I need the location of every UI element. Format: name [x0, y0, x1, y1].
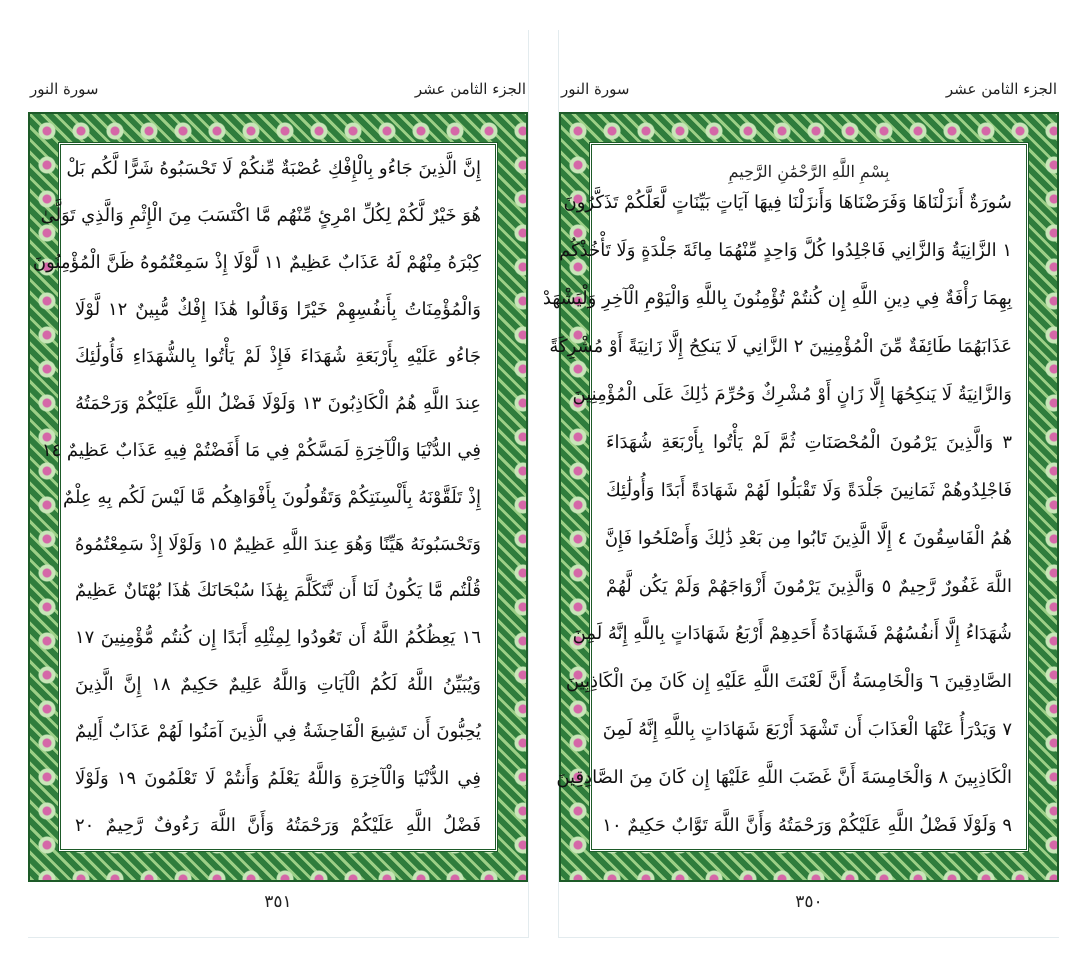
- verse-line: شُهَدَاءُ إِلَّا أَنفُسُهُمْ فَشَهَادَةُ أَحَدِهِمْ أَرْبَعُ شَهَادَاتٍ بِاللَّهِ إِنَّهُ لَمِنَ: [572, 623, 1012, 645]
- verse-line: فِي الدُّنْيَا وَالْآخِرَةِ وَاللَّهُ يَعْلَمُ وَأَنتُمْ لَا تَعْلَمُونَ ١٩ وَلَوْلَا: [75, 768, 481, 790]
- verse-line: ٣ وَالَّذِينَ يَرْمُونَ الْمُحْصَنَاتِ ثُمَّ لَمْ يَأْتُوا بِأَرْبَعَةِ شُهَدَاءَ: [606, 431, 1012, 453]
- page-number: ٣٥١: [264, 892, 292, 912]
- page-header: [561, 72, 1057, 98]
- ornamental-border: [28, 112, 528, 882]
- verse-line: وَتَحْسَبُونَهُ هَيِّنًا وَهُوَ عِندَ اللَّهِ عَظِيمٌ ١٥ وَلَوْلَا إِذْ سَمِعْتُمُوهُ: [75, 533, 481, 555]
- verse-line: كِبْرَهُ مِنْهُمْ لَهُ عَذَابٌ عَظِيمٌ ١١ لَّوْلَا إِذْ سَمِعْتُمُوهُ ظَنَّ الْمُؤْمِنُونَ: [32, 251, 481, 273]
- page-header: [30, 72, 526, 98]
- ornamental-border: [542, 112, 1059, 882]
- verse-line: عَذَابَهُمَا طَائِفَةٌ مِّنَ الْمُؤْمِنِينَ ٢ الزَّانِي لَا يَنكِحُ إِلَّا زَانِيَةً أَوْ مُشْرِكَةً: [549, 335, 1012, 357]
- basmala: بِسْمِ اللَّهِ الرَّحْمَٰنِ الرَّحِيمِ: [728, 162, 890, 181]
- text-area: [542, 142, 1029, 852]
- verse-line: بِهِمَا رَأْفَةٌ فِي دِينِ اللَّهِ إِن كُنتُمْ تُؤْمِنُونَ بِاللَّهِ وَالْيَوْمِ الْآخِرِ وَلْيَشْهَدْ: [542, 287, 1012, 309]
- verse-lines: [32, 155, 481, 841]
- verse-line: ١ الزَّانِيَةُ وَالزَّانِي فَاجْلِدُوا كُلَّ وَاحِدٍ مِّنْهُمَا مِائَةَ جَلْدَةٍ وَلَا تَأْخُذْكُم: [559, 239, 1012, 261]
- verse-line: فَاجْلِدُوهُمْ ثَمَانِينَ جَلْدَةً وَلَا تَقْبَلُوا لَهُمْ شَهَادَةً أَبَدًا وَأُولَٰئِكَ: [606, 479, 1012, 501]
- verse-line: هُوَ خَيْرٌ لَّكُمْ لِكُلِّ امْرِئٍ مِّنْهُم مَّا اكْتَسَبَ مِنَ الْإِثْمِ وَالَّذِي تَوَلَّىٰ: [40, 204, 481, 226]
- juz-label: الجزء الثامن عشر: [945, 80, 1057, 98]
- verse-line: اللَّهَ غَفُورٌ رَّحِيمٌ ٥ وَالَّذِينَ يَرْمُونَ أَزْوَاجَهُمْ وَلَمْ يَكُن لَّهُمْ: [606, 575, 1012, 597]
- verse-line: ٩ وَلَوْلَا فَضْلُ اللَّهِ عَلَيْكُمْ وَرَحْمَتُهُ وَأَنَّ اللَّهَ تَوَّابٌ حَكِيمٌ ١٠: [602, 815, 1012, 837]
- verse-line: إِذْ تَلَقَّوْنَهُ بِأَلْسِنَتِكُمْ وَتَقُولُونَ بِأَفْوَاهِكُم مَّا لَيْسَ لَكُم بِهِ عِلْمٌ: [62, 486, 481, 508]
- page-number: ٣٥٠: [795, 892, 823, 912]
- text-area: [32, 142, 498, 852]
- verse-line: وَالزَّانِيَةُ لَا يَنكِحُهَا إِلَّا زَانٍ أَوْ مُشْرِكٌ وَحُرِّمَ ذَٰلِكَ عَلَى الْمُؤْمِنِينَ: [572, 383, 1012, 405]
- surah-label: سورة النور: [561, 80, 630, 98]
- verse-line: إِنَّ الَّذِينَ جَاءُو بِالْإِفْكِ عُصْبَةٌ مِّنكُمْ لَا تَحْسَبُوهُ شَرًّا لَّكُم بَلْ: [66, 158, 481, 179]
- verse-line: عِندَ اللَّهِ هُمُ الْكَاذِبُونَ ١٣ وَلَوْلَا فَضْلُ اللَّهِ عَلَيْكُمْ وَرَحْمَتُهُ: [75, 392, 481, 414]
- verse-line: الْكَاذِبِينَ ٨ وَالْخَامِسَةَ أَنَّ غَضَبَ اللَّهِ عَلَيْهَا إِن كَانَ مِنَ الصَّادِقِينَ: [556, 767, 1012, 789]
- right-page: [542, 30, 1059, 938]
- verse-line: جَاءُو عَلَيْهِ بِأَرْبَعَةِ شُهَدَاءَ فَإِذْ لَمْ يَأْتُوا بِالشُّهَدَاءِ فَأُولَٰئِكَ: [75, 345, 481, 367]
- verse-line: وَالْمُؤْمِنَاتُ بِأَنفُسِهِمْ خَيْرًا وَقَالُوا هَٰذَا إِفْكٌ مُّبِينٌ ١٢ لَّوْلَا: [75, 298, 481, 320]
- verse-line: يُحِبُّونَ أَن تَشِيعَ الْفَاحِشَةُ فِي الَّذِينَ آمَنُوا لَهُمْ عَذَابٌ أَلِيمٌ: [75, 721, 481, 743]
- verse-line: فِي الدُّنْيَا وَالْآخِرَةِ لَمَسَّكُمْ فِي مَا أَفَضْتُمْ فِيهِ عَذَابٌ عَظِيمٌ ١٤: [41, 439, 481, 461]
- verse-lines: [542, 189, 1012, 841]
- verse-line: فَضْلُ اللَّهِ عَلَيْكُمْ وَرَحْمَتُهُ وَأَنَّ اللَّهَ رَءُوفٌ رَّحِيمٌ ٢٠: [75, 815, 481, 837]
- left-page: [28, 30, 529, 938]
- verse-line: سُورَةٌ أَنزَلْنَاهَا وَفَرَضْنَاهَا وَأَنزَلْنَا فِيهَا آيَاتٍ بَيِّنَاتٍ لَّعَلَّكُمْ تَذَكَّرُونَ: [563, 192, 1012, 213]
- verse-line: هُمُ الْفَاسِقُونَ ٤ إِلَّا الَّذِينَ تَابُوا مِن بَعْدِ ذَٰلِكَ وَأَصْلَحُوا فَإِنَّ: [604, 527, 1012, 549]
- verse-line: قُلْتُم مَّا يَكُونُ لَنَا أَن نَّتَكَلَّمَ بِهَٰذَا سُبْحَانَكَ هَٰذَا بُهْتَانٌ عَظِيمٌ: [75, 580, 481, 602]
- juz-label: الجزء الثامن عشر: [414, 80, 526, 98]
- verse-line: وَيُبَيِّنُ اللَّهُ لَكُمُ الْآيَاتِ وَاللَّهُ عَلِيمٌ حَكِيمٌ ١٨ إِنَّ الَّذِينَ: [75, 674, 481, 696]
- surah-label: سورة النور: [30, 80, 99, 98]
- verse-line: ١٦ يَعِظُكُمُ اللَّهُ أَن تَعُودُوا لِمِثْلِهِ أَبَدًا إِن كُنتُم مُّؤْمِنِينَ ١٧: [75, 627, 481, 649]
- verse-line: ٧ وَيَدْرَأُ عَنْهَا الْعَذَابَ أَن تَشْهَدَ أَرْبَعَ شَهَادَاتٍ بِاللَّهِ إِنَّهُ لَمِنَ: [602, 719, 1012, 741]
- verse-line: الصَّادِقِينَ ٦ وَالْخَامِسَةُ أَنَّ لَعْنَتَ اللَّهِ عَلَيْهِ إِن كَانَ مِنَ الْكَاذِبِينَ: [565, 671, 1012, 693]
